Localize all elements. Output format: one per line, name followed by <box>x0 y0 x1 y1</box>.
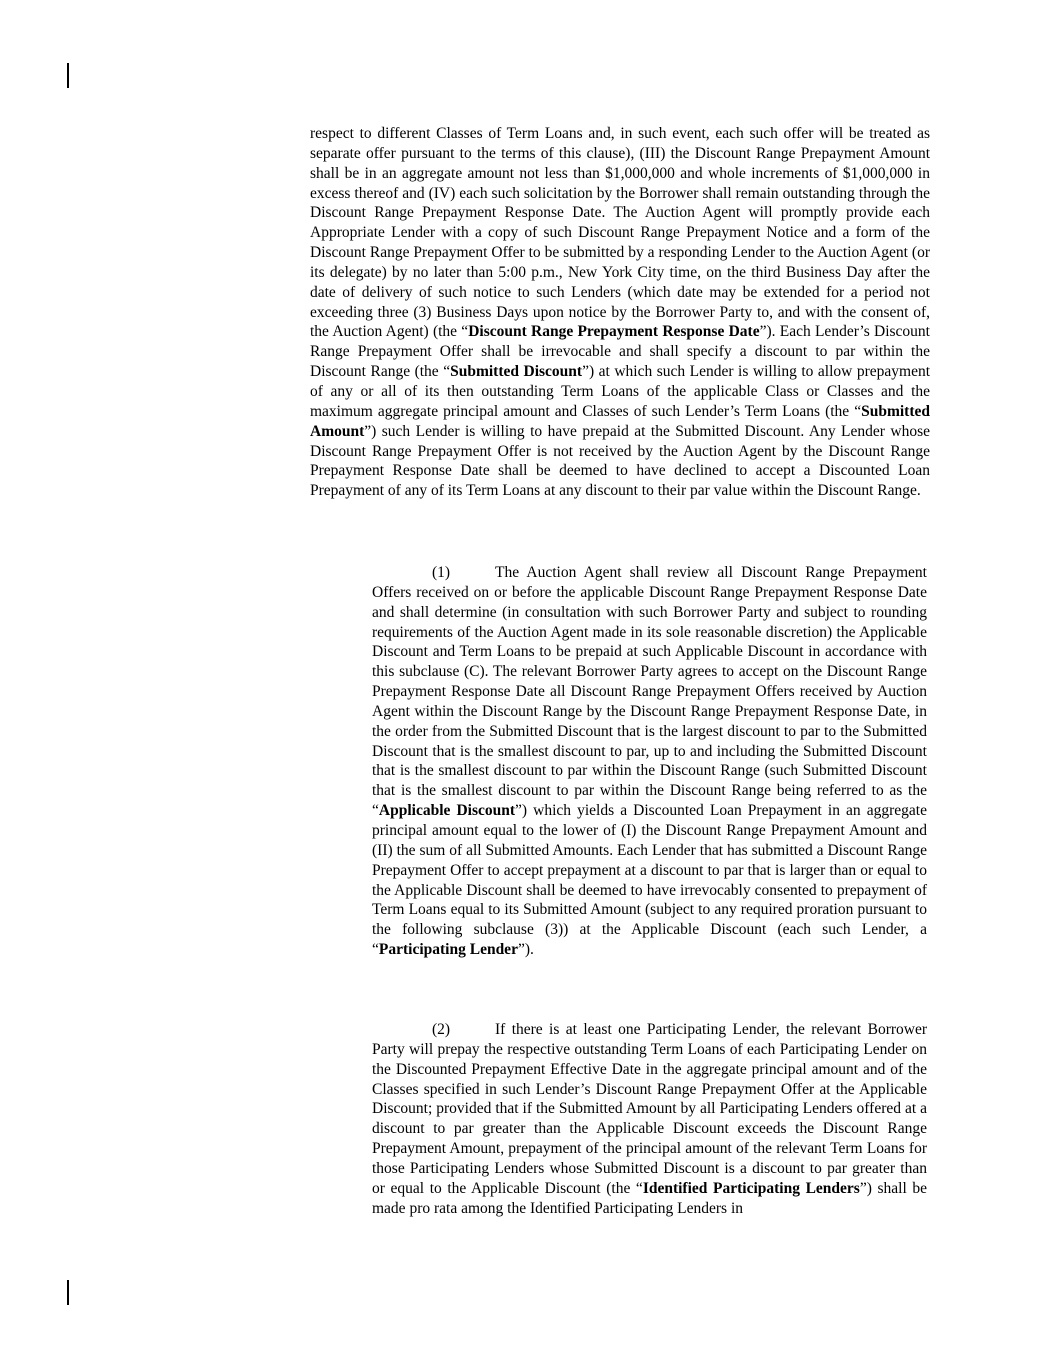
subclause-1 <box>372 563 927 960</box>
subclause-2-number: (2) <box>432 1021 451 1038</box>
main-text-1: respect to different Classes of Term Loans and, in such event, each such offer will be treated as separate offer pursuant to the terms of this clause), (III) the Discount Range Prepayment Amount shall be in an aggregate amount not less than $1,000,000 and whole increments of $1,000,000 in excess thereof and (IV) each such solicitation by the Borrower shall remain outstanding through the Discount Range Prepayment Response Date. The Auction Agent will promptly provide each Appropriate Lender with a copy of such Discount Range Prepayment Notice and a form of the Discount Range Prepayment Offer to be submitted by a responding Lender to the Auction Agent (or its delegate) by no later than 5:00 p.m., New York City time, on the third Business Day after the date of delivery of such notice to such Lenders (which date may be extended for a period not exceeding three (3) Business Days upon notice by the Borrower Party to, and with the consent of, the Auction Agent) (the “ <box>310 125 930 341</box>
term-identified-participating-lenders: Identified Participating Lenders <box>642 1179 860 1197</box>
subclause-1-text-1: The Auction Agent shall review all Discount Range Prepayment Offers received on or before the applicable Discount Range Prepayment Response Date and shall determine (in consultation with such Borrower Party and subject to rounding requirements of the Auction Agent made in its sole reasonable discretion) the Applicable Discount and Term Loans to be prepaid at such Applicable Discount in accordance with this subclause (C). The relevant Borrower Party agrees to accept on the Discount Range Prepayment Response Date all Discount Range Prepayment Offers received by Auction Agent within the Discount Range by the Discount Range Prepayment Response Date, in the order from the Submitted Discount that is the largest discount to par to the Submitted Discount that is the smallest discount to par, up to and including the Submitted Discount that is the smallest discount to par within the Discount Range (such Submitted Discount that is the smallest discount to par within the Discount Range being referred to as the “ <box>372 564 927 820</box>
revision-bar-bottom <box>67 1280 69 1305</box>
term-discount-range-prepayment-response-date: Discount Range Prepayment Response Date <box>468 323 760 341</box>
subclause-2-text-2: ”) shall be made pro rata among the Identified Participating Lenders in <box>372 1179 927 1217</box>
subclause-2-text-1: If there is at least one Participating Lender, the relevant Borrower Party will prepay the respective outstanding Term Loans of each Participating Lender on the Discounted Prepayment Effective Date in the aggregate principal amount and of the Classes specified in such Lender’s Discount Range Prepayment Offer at the Applicable Discount; provided that if the Submitted Amount by all Participating Lenders offered at a discount to par greater than the Applicable Discount exceeds the Discount Range Prepayment Amount, prepayment of the principal amount of the relevant Term Loans for those Participating Lenders whose Submitted Discount is a discount to par greater than or equal to the Applicable Discount (the “ <box>372 1021 927 1197</box>
term-submitted-amount: Submitted Amount <box>310 402 930 440</box>
term-participating-lender: Participating Lender <box>378 941 518 959</box>
main-text-3: ”) at which such Lender is willing to allow prepayment of any or all of its then outstanding Term Loans of the applicable Class or Classes and the maximum aggregate principal amount and Classes of such Lender’s Term Loans (the “ <box>310 363 931 420</box>
main-text-4: ”) such Lender is willing to have prepaid at the Submitted Discount. Any Lender whose Discount Range Prepayment Offer is not received by the Auction Agent by the Discount Range Prepayment Response Date shall be deemed to have declined to accept a Discounted Loan Prepayment of any of its Term Loans at any discount to their par value within the Discount Range. <box>310 422 930 500</box>
subclause-1-number: (1) <box>432 564 451 581</box>
term-applicable-discount: Applicable Discount <box>378 802 516 820</box>
subclause-2 <box>372 1020 927 1218</box>
subclause-1-text-3: ”). <box>517 941 534 959</box>
main-text-2: ”). Each Lender’s Discount Range Prepayment Offer shall be irrevocable and shall specify a discount to par within the Discount Range (the “ <box>310 323 930 381</box>
term-submitted-discount: Submitted Discount <box>450 363 583 381</box>
main-paragraph <box>310 124 930 501</box>
revision-bar-top <box>67 63 69 88</box>
subclause-1-text-2: ”) which yields a Discounted Loan Prepayment in an aggregate principal amount equal to the lower of (I) the Discount Range Prepayment Amount and (II) the sum of all Submitted Amounts. Each Lender that has submitted a Discount Range Prepayment Offer to accept prepayment at a discount to par that is larger than or equal to the Applicable Discount shall be deemed to have irrevocably consented to prepayment of Term Loans equal to its Submitted Amount (subject to any required proration pursuant to the following subclause (3)) at the Applicable Discount (each such Lender, a “ <box>372 802 927 959</box>
